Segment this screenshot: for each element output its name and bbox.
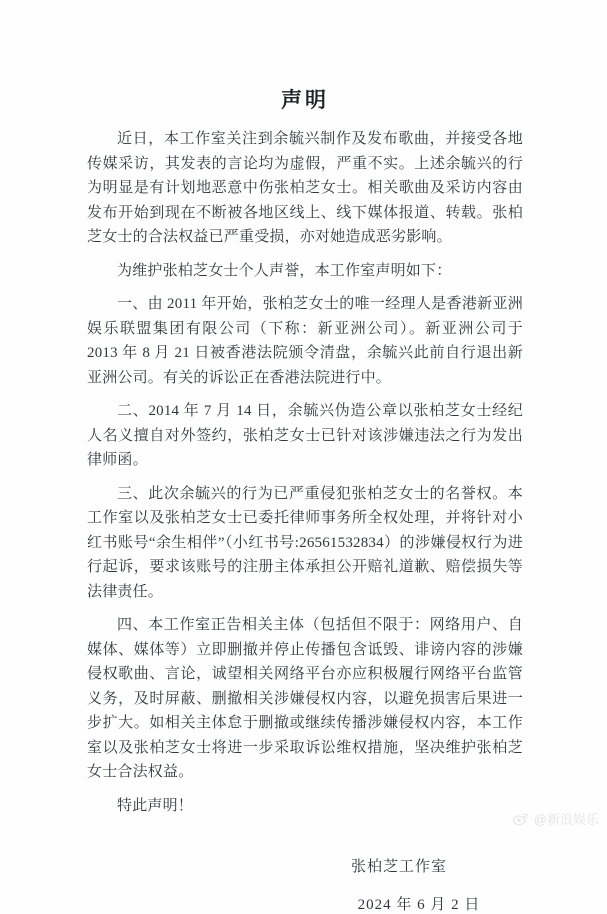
statement-paragraph-item-1: 一、由 2011 年开始，张柏芝女士的唯一经理人是香港新亚洲娱乐联盟集团有限公司（下称：新亚洲公司）。新亚洲公司于 2013 年 8 月 21 日被香港法院颁令清盘，余毓兴此前自行退出新亚洲公司。有关的诉讼正在香港法院进行中。	[87, 296, 523, 386]
statement-paragraph-item-2: 二、2014 年 7 月 14 日，余毓兴伪造公章以张柏芝女士经纪人名义擅自对外签约，张柏芝女士已针对该涉嫌违法之行为发出律师函。	[87, 403, 523, 468]
page-title: 声明	[281, 88, 329, 112]
watermark	[512, 809, 599, 828]
statement-paragraph-item-4: 四、本工作室正告相关主体（包括但不限于：网络用户、自媒体、媒体等）立即删撤并停止传播包含诋毁、诽谤内容的涉嫌侵权歌曲、言论，诚望相关网络平台亦应积极履行网络平台监管义务，及时屏蔽、删撤相关涉嫌侵权内容，以避免损害后果进一步扩大。如相关主体怠于删撤或继续传播涉嫌侵权内容，本工作室以及张柏芝女士将进一步采取诉讼维权措施，坚决维护张柏芝女士合法权益。	[87, 617, 523, 780]
signature-date: 2024 年 6 月 2 日	[357, 897, 481, 913]
weibo-icon	[512, 811, 530, 826]
watermark-text: @新浪娱乐	[533, 812, 599, 827]
signature-block	[351, 855, 487, 914]
statement-closing-line: 特此声明！	[117, 797, 194, 814]
signature-studio-name: 张柏芝工作室	[350, 859, 447, 875]
statement-paragraph-lead-in: 为维护张柏芝女士个人声誉，本工作室声明如下：	[117, 262, 452, 279]
statement-paragraph-item-3: 三、此次余毓兴的行为已严重侵犯张柏芝女士的名誉权。本工作室以及张柏芝女士已委托律师事务所全权处理，并将针对小红书账号“余生相伴”（小红书号:26561532834）的涉嫌侵权行为进行起诉，要求该账号的注册主体承担公开赔礼道歉、赔偿损失等法律责任。	[87, 485, 523, 600]
statement-paragraph-intro: 近日，本工作室关注到余毓兴制作及发布歌曲，并接受各地传媒采访，其发表的言论均为虚假，严重不实。上述余毓兴的行为明显是有计划地恶意中伤张柏芝女士。相关歌曲及采访内容由发布开始到现在不断被各地区线上、线下媒体报道、转载。张柏芝女士的合法权益已严重受损，亦对她造成恶劣影响。	[87, 131, 523, 245]
